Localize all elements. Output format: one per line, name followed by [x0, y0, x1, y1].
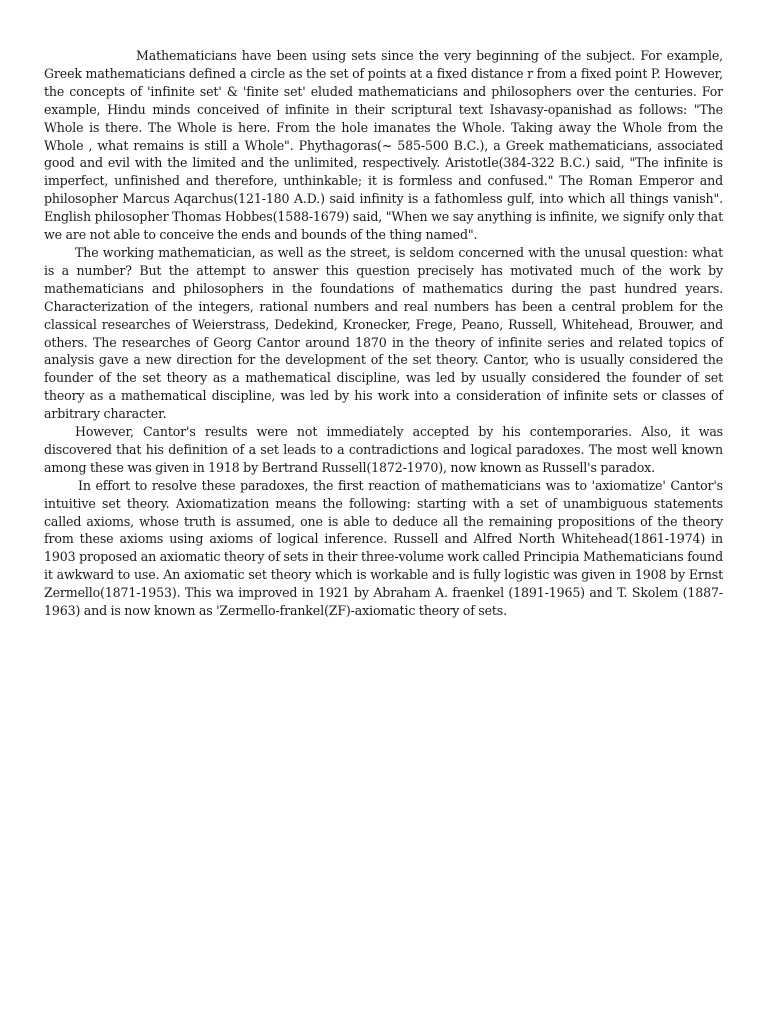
paragraph-1: Mathematicians have been using sets since the very beginning of the subject. For example, Greek mathematicians defined a circle as the set of points at a fixed distance r from a fixed point P. However, the concepts of 'infinite set' & 'finite set' eluded mathematicians and philosophers over the centuries. For example, Hindu minds conceived of infinite in their scriptural text Ishavasy-opanishad as follows: "The Whole is there. The Whole is here. From the hole imanates the Whole. Taking away the Whole from the Whole , what remains is still a Whole". Phythagoras(~ 585-500 B.C.), a Greek mathematicians, associated good and evil with the limited and the unlimited, respectively. Aristotle(384-322 B.C.) said, "The infinite is imperfect, unfinished and therefore, unthinkable; it is formless and confused." The Roman Emperor and philosopher Marcus Aqarchus(121-180 A.D.) said infinity is a fathomless gulf, into which all things vanish". English philosopher Thomas Hobbes(1588-1679) said, "When we say anything is infinite, we signify only that we are not able to conceive the ends and bounds of the thing named".	[44, 48, 723, 243]
paragraph-3: However, Cantor's results were not immediately accepted by his contemporaries. Also, it was discovered that his definition of a set leads to a contradictions and logical paradoxes. The most well known among these was given in 1918 by Bertrand Russell(1872-1970), now known as Russell's paradox.	[44, 424, 723, 475]
paragraph-4: In effort to resolve these paradoxes, the first reaction of mathematicians was to 'axiomatize' Cantor's intuitive set theory. Axiomatization means the following: starting with a set of unambiguous statements called axioms, whose truth is assumed, one is able to deduce all the remaining propositions of the theory from these axioms using axioms of logical inference. Russell and Alfred North Whitehead(1861-1974) in 1903 proposed an axiomatic theory of sets in their three-volume work called Principia Mathematicians found it awkward to use. An axiomatic set theory which is workable and is fully logistic was given in 1908 by Ernst Zermello(1871-1953). This wa improved in 1921 by Abraham A. fraenkel (1891-1965) and T. Skolem (1887-1963) and is now known as 'Zermello-frankel(ZF)-axiomatic theory of sets.	[44, 477, 723, 619]
document-body	[44, 47, 723, 620]
paragraph-2: The working mathematician, as well as the street, is seldom concerned with the unusal question: what is a number? But the attempt to answer this question precisely has motivated much of the work by mathematicians and philosophers in the foundations of mathematics during the past hundred years. Characterization of the integers, rational numbers and real numbers has been a central problem for the classical researches of Weierstrass, Dedekind, Kronecker, Frege, Peano, Russell, Whitehead, Brouwer, and others. The researches of Georg Cantor around 1870 in the theory of infinite series and related topics of analysis gave a new direction for the development of the set theory. Cantor, who is usually considered the founder of the set theory as a mathematical discipline, was led by usually considered the founder of set theory as a mathematical discipline, was led by his work into a consideration of infinite sets or classes of arbitrary character.	[44, 244, 723, 422]
